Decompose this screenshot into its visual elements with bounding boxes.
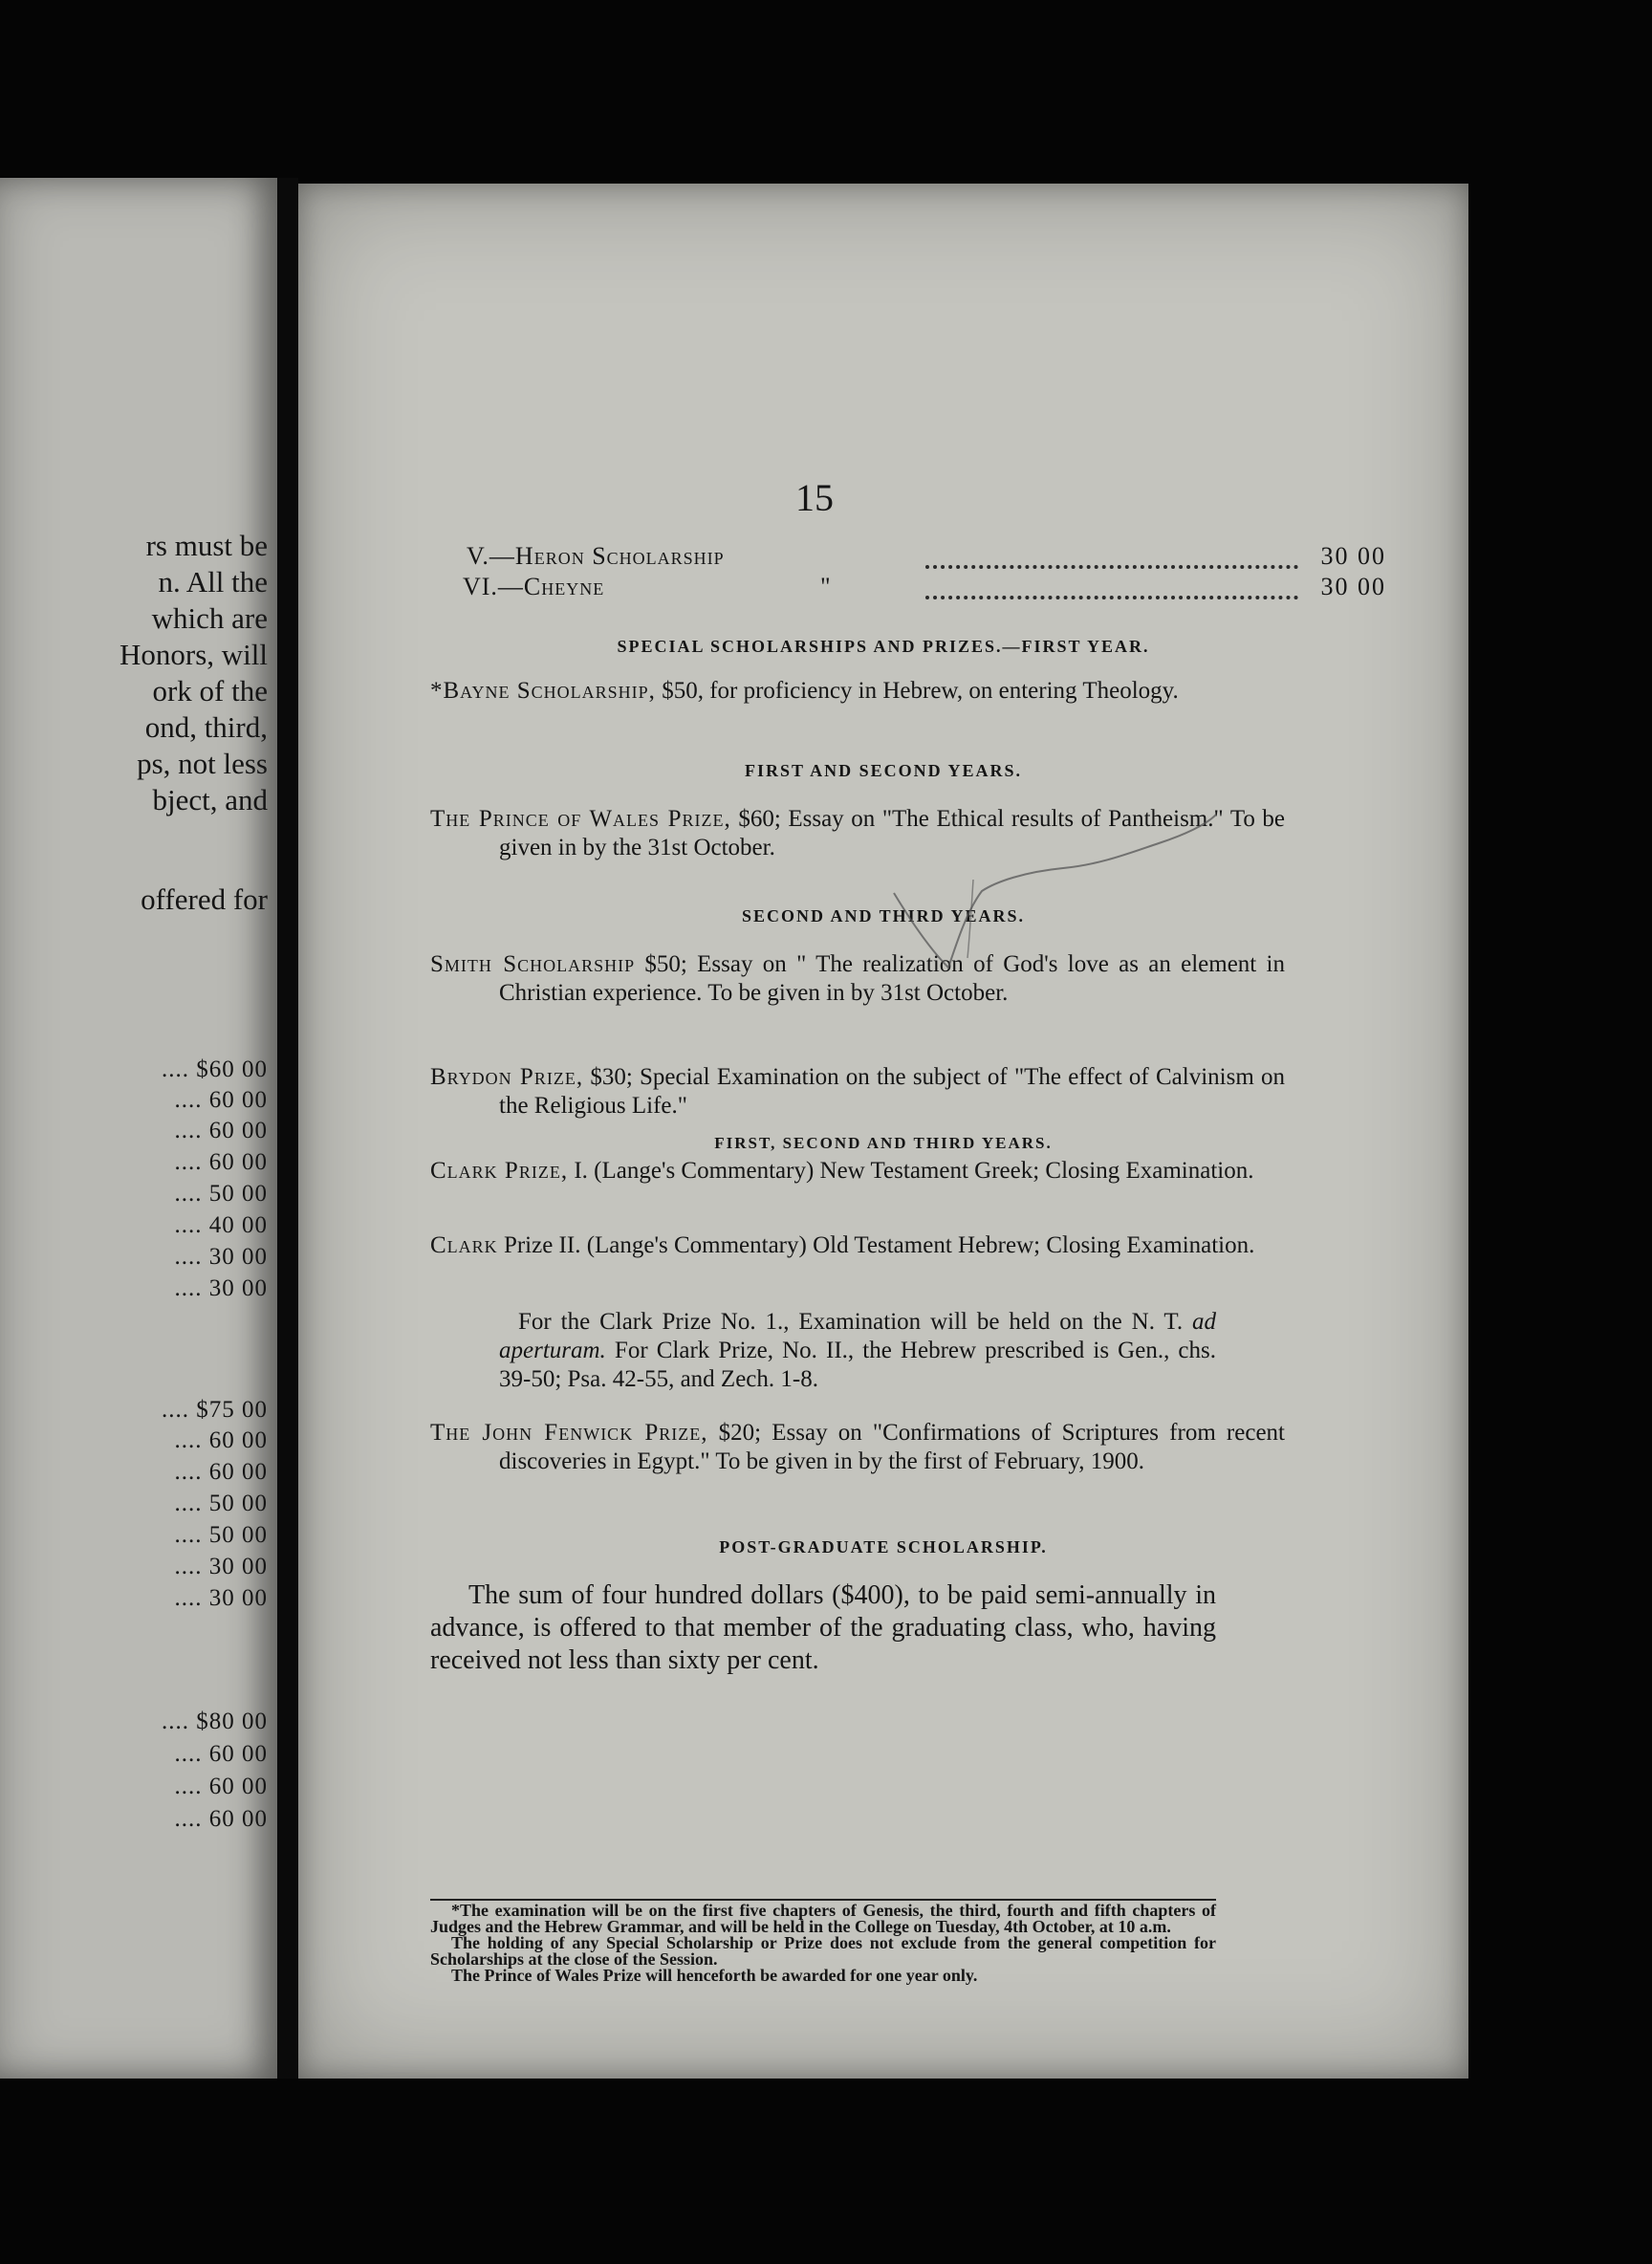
dot-leader [925, 596, 1298, 599]
note-text: For the Clark Prize No. 1., Examination will be held on the N. T. [518, 1309, 1192, 1335]
left-amount: .... 60 00 [174, 1774, 268, 1799]
note-italic: ad aperturam. [499, 1309, 1216, 1363]
left-amount: .... 60 00 [174, 1806, 268, 1832]
prize-entry [430, 1063, 1285, 1121]
clark-prize-note [499, 1308, 1216, 1394]
left-amount: .... 60 00 [174, 1427, 268, 1453]
prize-title: Clark [430, 1232, 498, 1258]
left-amount: .... $80 00 [162, 1709, 268, 1734]
left-text-line: ond, third, [144, 710, 268, 744]
left-amount: .... 50 00 [174, 1491, 268, 1516]
prize-entry [430, 1419, 1285, 1476]
left-amount: .... 50 00 [174, 1522, 268, 1548]
section-heading: FIRST AND SECOND YEARS. [744, 761, 1023, 780]
scholarship-amount: 30 00 [1320, 573, 1386, 600]
section-heading: FIRST, SECOND AND THIRD YEARS. [714, 1134, 1053, 1152]
scholarship-amount: 30 00 [1320, 542, 1386, 570]
left-amount: .... $75 00 [162, 1397, 268, 1423]
left-amount: .... 30 00 [174, 1554, 268, 1579]
left-amount: .... 60 00 [174, 1087, 268, 1113]
note-text: For Clark Prize, No. II., the Hebrew prescribed is Gen., chs. 39-50; Psa. 42-55, and Zech. 1-8. [499, 1338, 1216, 1392]
footnote: *The examination will be on the first five chapters of Genesis, the third, fourth and fifth chapters of Judges and the Hebrew Grammar, and will be held in the College on Tuesday, 4th October, at 10 a.m. [430, 1901, 1216, 1936]
prize-text: $50; Essay on " The realization of God's love as an element in Christian experience. To be given in by 31st October. [499, 951, 1285, 1006]
left-amount: .... 30 00 [174, 1585, 268, 1611]
left-text-line: ps, not less [137, 747, 268, 780]
left-amount: .... $60 00 [162, 1056, 268, 1082]
ditto-mark: " [820, 573, 831, 600]
prize-text: $30; Special Examination on the subject of "The effect of Calvinism on the Religious Life." [499, 1064, 1286, 1119]
left-amount: .... 40 00 [174, 1212, 268, 1238]
prize-title: *Bayne Scholarship, [430, 678, 656, 704]
prize-entry [430, 1231, 1285, 1260]
left-amount: .... 60 00 [174, 1149, 268, 1175]
document-page [298, 184, 1468, 2079]
left-amount: .... 60 00 [174, 1459, 268, 1485]
left-text-line: which are [151, 601, 268, 635]
left-text-line: ork of the [152, 674, 268, 708]
prize-title: Clark Prize, [430, 1158, 569, 1184]
section-heading: POST-GRADUATE SCHOLARSHIP. [719, 1537, 1048, 1556]
left-facing-page [0, 178, 277, 2079]
scholarship-name: V.—Heron Scholarship [467, 542, 725, 570]
prize-entry [430, 950, 1285, 1008]
section-heading: SPECIAL SCHOLARSHIPS AND PRIZES.—FIRST YEAR. [617, 637, 1150, 656]
section-heading: SECOND AND THIRD YEARS. [741, 906, 1026, 925]
scholarship-row [467, 539, 1386, 574]
prize-title: Smith Scholarship [430, 951, 636, 977]
dot-leader [925, 565, 1298, 569]
prize-title: The John Fenwick Prize, [430, 1420, 708, 1446]
left-amount: .... 60 00 [174, 1741, 268, 1767]
left-text-line: Honors, will [120, 638, 268, 671]
prize-entry [430, 1157, 1285, 1186]
prize-entry [430, 677, 1285, 706]
left-amount: .... 30 00 [174, 1275, 268, 1301]
footnote: The holding of any Special Scholarship or Prize does not exclude from the general competition for Scholarships at the close of the Session. [430, 1933, 1216, 1969]
prize-title: The Prince of Wales Prize, [430, 806, 731, 832]
prize-text: $60; Essay on "The Ethical results of Pantheism." To be given in by the 31st October. [499, 806, 1286, 860]
left-amount: .... 30 00 [174, 1244, 268, 1270]
left-text-line: offered for [141, 882, 268, 916]
left-text-line: bject, and [152, 783, 268, 816]
prize-text: Prize II. (Lange's Commentary) Old Testament Hebrew; Closing Examination. [497, 1232, 1255, 1258]
prize-entry [430, 805, 1285, 862]
left-amount: .... 60 00 [174, 1118, 268, 1143]
footnote: The Prince of Wales Prize will henceforth be awarded for one year only. [451, 1966, 978, 1985]
book-gutter [277, 178, 298, 2079]
left-text-line: n. All the [158, 565, 268, 599]
scholarship-name: VI.—Cheyne [463, 573, 605, 600]
page-number: 15 [795, 476, 834, 519]
prize-title: Brydon Prize, [430, 1064, 584, 1090]
left-text-line: rs must be [145, 529, 268, 562]
left-amount: .... 50 00 [174, 1181, 268, 1207]
footnotes [430, 1903, 1216, 1984]
post-graduate-paragraph: The sum of four hundred dollars ($400), to be paid semi-annually in advance, is offered to that member of the graduating class, who, having received not less than sixty per cent. [430, 1580, 1216, 1675]
prize-text: I. (Lange's Commentary) New Testament Greek; Closing Examination. [568, 1158, 1254, 1184]
scholarship-row [463, 570, 1386, 604]
prize-text: $20; Essay on "Confirmations of Scriptures from recent discoveries in Egypt." To be given in by the first of February, 1900. [499, 1420, 1285, 1474]
prize-text: $50, for proficiency in Hebrew, on entering Theology. [655, 678, 1179, 704]
